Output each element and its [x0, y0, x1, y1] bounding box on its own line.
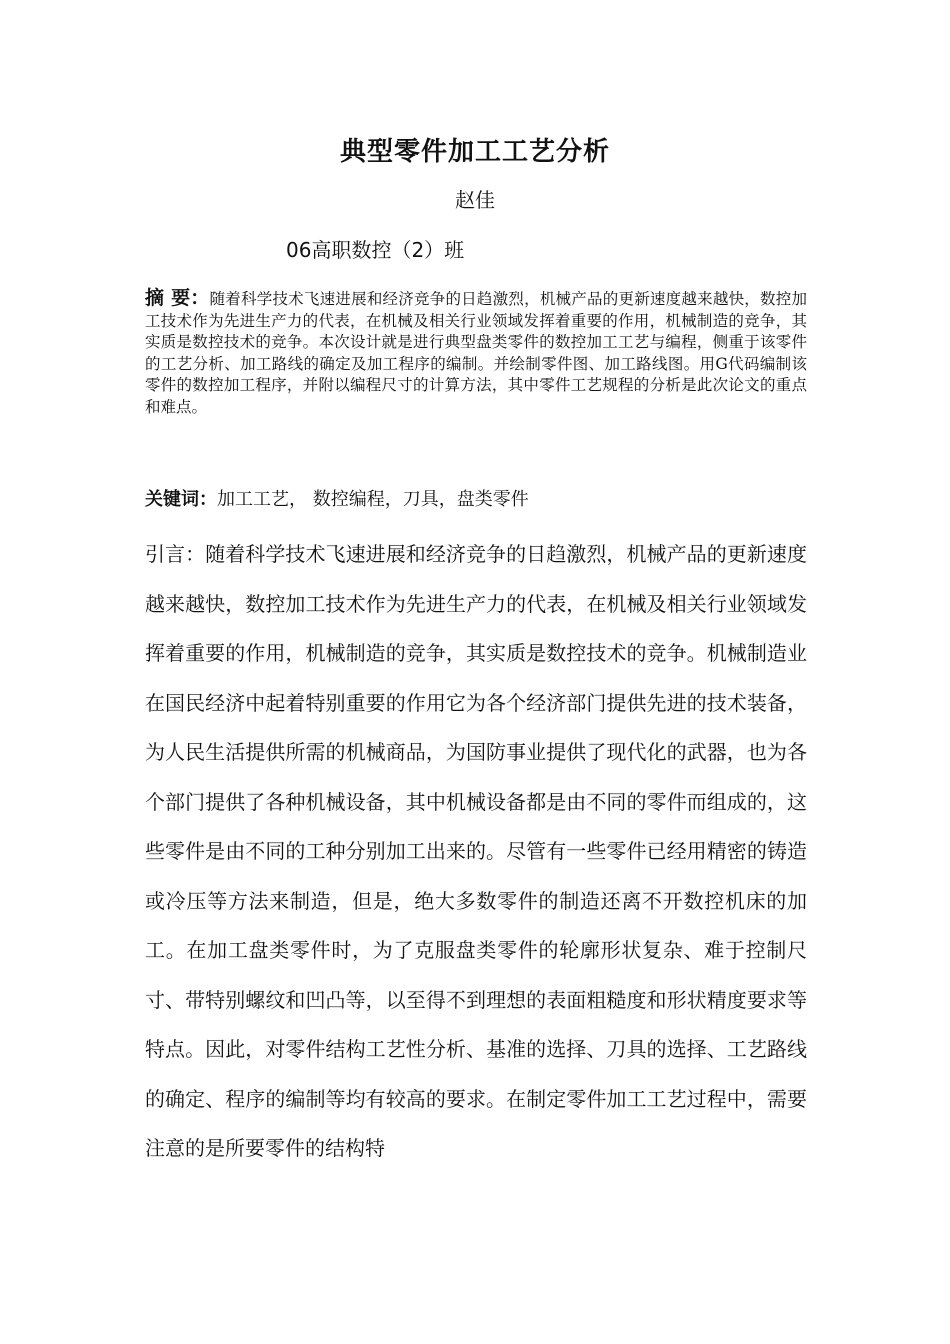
keywords-label: 关键词：	[145, 489, 217, 510]
abstract-text: 随着科学技术飞速进展和经济竞争的日趋激烈，机械产品的更新速度越来越快，数控加工技术作为先进生产力的代表，在机械及相关行业领域发挥着重要的作用，机械制造的竞争，其实质是数控技术的竞争。本次设计就是进行典型盘类零件的数控加工工艺与编程，侧重于该零件的工艺分析、加工路线的确定及加工程序的编制。并绘制零件图、加工路线图。用G代码编制该零件的数控加工程序，并附以编程尺寸的计算方法，其中零件工艺规程的分析是此次论文的重点和难点。	[145, 290, 807, 416]
class-name: 06高职数控（2）班	[286, 238, 465, 262]
author-name: 赵佳	[455, 188, 495, 212]
keywords-line	[145, 486, 807, 514]
page-title: 典型零件加工工艺分析	[339, 137, 610, 167]
introduction-text: 随着科学技术飞速进展和经济竞争的日趋激烈，机械产品的更新速度越来越快，数控加工技术作为先进生产力的代表，在机械及相关行业领域发挥着重要的作用，机械制造的竞争，其实质是数控技术的竞争。机械制造业在国民经济中起着特别重要的作用它为各个经济部门提供先进的技术装备，为人民生活提供所需的机械商品，为国防事业提供了现代化的武器，也为各个部门提供了各种机械设备，其中机械设备都是由不同的零件而组成的，这些零件是由不同的工种分别加工出来的。尽管有一些零件已经用精密的铸造或冷压等方法来制造，但是，绝大多数零件的制造还离不开数控机床的加工。在加工盘类零件时，为了克服盘类零件的轮廓形状复杂、难于控制尺寸、带特别螺纹和凹凸等，以至得不到理想的表面粗糙度和形状精度要求等特点。因此，对零件结构工艺性分析、基准的选择、刀具的选择、工艺路线的确定、程序的编制等均有较高的要求。在制定零件加工工艺过程中，需要注意的是所要零件的结构特	[145, 542, 807, 1160]
keywords-text: 加工工艺， 数控编程，刀具，盘类零件	[217, 489, 529, 510]
abstract-paragraph	[145, 288, 807, 418]
introduction-label: 引言：	[145, 542, 206, 566]
introduction-paragraph	[145, 530, 807, 1174]
abstract-label: 摘 要：	[145, 287, 210, 309]
